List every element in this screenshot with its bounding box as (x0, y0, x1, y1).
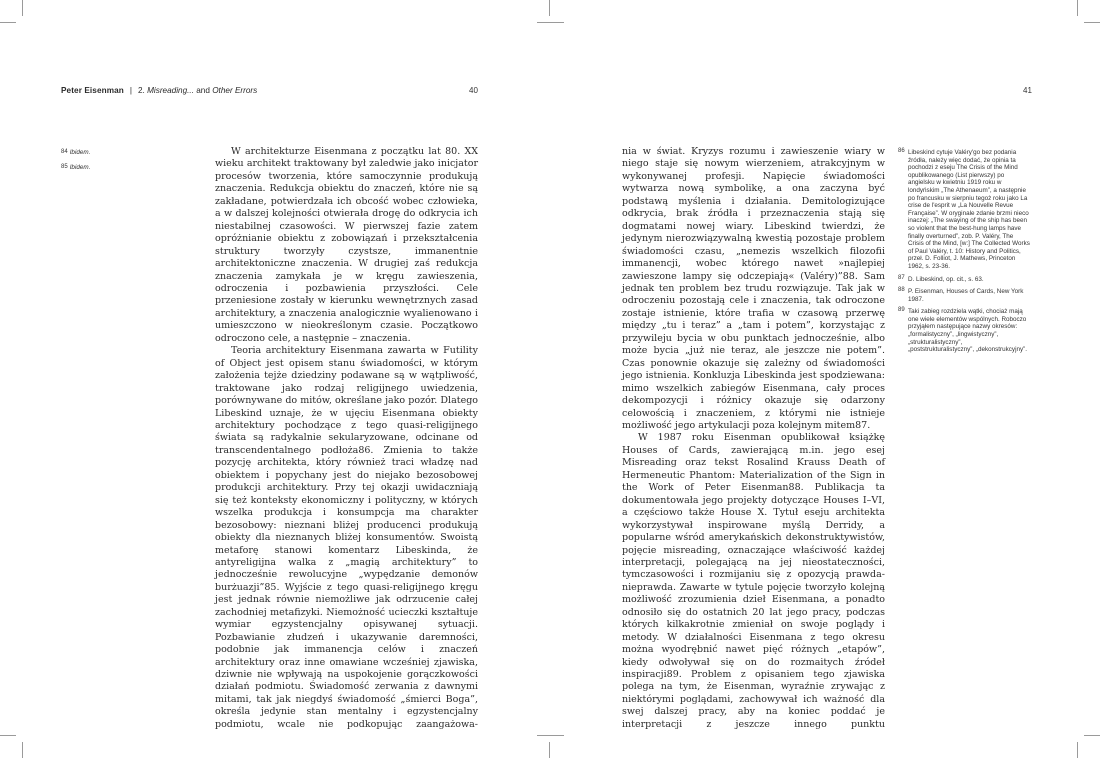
running-head-author: Peter Eisenman (61, 86, 124, 95)
running-head-chapter-italic: Misreading... (147, 86, 194, 95)
crop-mark (1084, 22, 1100, 23)
paragraph: W architekturze Eisenmana z początku lat 80. XX wieku architekt traktowany był zaledwie jako inicjator procesów tworzenia, które samoczynnie produkują znaczenia. Redukcja obiektu do znaczeń, które nie są zakładane, potwierdzała ich obcość wobec człowieka, a w dalszej kolejności otwierała drogę do odkrycia ich niestabilnej czasowości. W pierwszej fazie zatem opróżnianie obiektu z zobowiązań i przekształcenia struktury tworzyły czystsze, immanentnie architektoniczne znaczenia. W drugiej zaś redukcja znaczenia zamykała je w kręgu zawieszenia, odroczenia i pozbawienia przyszłości. Cele przeniesione zostały w kierunku wewnętrznych zasad architektury, a znaczenia analogicznie wyalienowano i umieszczono w nieokreślonym czasie. Początkowo odroczono cele, a następnie – znaczenia. (215, 146, 478, 344)
footnote (898, 308, 1030, 354)
right-body-column (622, 146, 885, 731)
right-footnotes (898, 149, 1030, 359)
footnote (898, 276, 1030, 284)
crop-mark (0, 735, 16, 736)
footnote-number: 84 (61, 149, 68, 155)
crop-mark (1084, 735, 1100, 736)
crop-mark (549, 0, 550, 16)
crop-mark (1077, 0, 1078, 16)
running-head (61, 86, 257, 95)
footnote (61, 149, 201, 157)
crop-mark (0, 22, 16, 23)
footnote-text: Ibidem. (69, 163, 91, 171)
paragraph: nia w świat. Kryzys rozumu i zawieszenie wiary w niego staje się nowym wierzeniem, atrakcyjnym w wykonywanej profesji. Napięcie świadomości wytwarza nową symbolikę, a ona zaczyna być podstawą myślenia i działania. Demitologizujące odkrycia, brak źródła i przeznaczenia stają się dogmatami nowej wiary. Libeskind twierdzi, że jedynym nierozwiązywalną kwestią pozostaje problem świadomości czasu, „nemezis wszelkich filozofii immanencji, wobec którego nawet »najlepiej zawieszone lampy się odczepiają« (Valéry)”88. Sam jednak ten problem bez trudu rozwiązuje. Tak jak w odroczeniu pozostają cele i znaczenia, tak odroczone zostaje istnienie, które trafia w czasową przerwę między „tu i teraz” a „tam i potem”, korzystając z przywileju bycia w obu punktach jednocześnie, albo może bycia „już nie teraz, ale jeszcze nie potem”. Czas ponownie okazuje się zależny od świadomości jego istnienia. Konkluzja Libeskinda jest spodziewana: mimo wszelkich zabiegów Eisenmana, cały proces dekompozycji i różnicy okazuje się odarzony celowością i znaczeniem, z którymi nie istnieje możliwość jego artykulacji poza kolejnym mitem87. (622, 146, 885, 431)
crop-mark (1077, 742, 1078, 758)
footnote-text: Ibidem. (69, 149, 91, 156)
footnote-number: 85 (61, 163, 68, 170)
running-head-chapter-number: 2. (137, 86, 148, 95)
footnote (61, 164, 201, 172)
footnote-number: 87 (898, 274, 905, 281)
running-head-chapter-mid: and (193, 86, 213, 95)
left-footnotes (61, 149, 201, 176)
footnote-text: Libeskind cytuje Valéry'go bez podania źródła, należy więc dodać, że opinia ta pochodzi z eseju The Crisis of the Mind opublikowanego (List pierwszy) po angielsku w kwietniu 1919 roku w londyńskim „The Athenaeum”, a następnie po francusku w sierpniu tegoż roku jako La crise de l'esprit w „La Nouvelle Revue Française”. W oryginale zdanie brzmi nieco inaczej: „The swaying of the ship has been so violent that the best-hung lamps have finally overturned”, zob. P. Valéry, The Crisis of the Mind, [w:] The Collected Works of Paul Valéry, t. 10: History and Politics, przeł. D. Folliot, J. Mathews, Princeton 1962, s. 23-36. (908, 149, 1030, 270)
footnote-number: 86 (898, 148, 905, 154)
page-number-left: 40 (469, 86, 478, 95)
page-number-right: 41 (1023, 86, 1032, 95)
paragraph: Teoria architektury Eisenmana zawarta w Futility of Object jest opisem stanu świadomości, w którym założenia tejże dziedziny podawane są w wątpliwość, traktowane jako rodzaj religijnego uwiedzenia, porównywane do mitów, określane jako pozór. Dlatego Libeskind uznaje, że w ujęciu Eisenmana obiekty architektury pochodzące z tego quasi-religijnego świata są radykalnie sekularyzowane, odcinane od transcendentalnego podłoża86. Zmienia to także pozycję architekta, który również traci władzę nad obiektem i popychany jest do niejako bezosobowej produkcji architektury. Przy tej okazji uwidaczniają się też konteksty ekonomiczny i polityczny, w których wszelka produkcja i konsumpcja ma charakter bezosobowy: nieznani bliżej producenci produkują obiekty dla nieznanych bliżej konsumentów. Swoistą metaforę stanowi komentarz Libeskinda, że antyreligijna walka z „magią architektury” to jednocześnie rewolucyjne „wypędzanie demonów burżuazji”85. Wyjście z tego quasi-religijnego kręgu jest jednak równie niemożliwe jak odrzucenie całej zachodniej metafizyki. Niemożność ucieczki kształtuje wymiar egzystencjalny opisywanej sytuacji. Pozbawianie złudzeń i ukazywanie daremności, podobnie jak immanencja celów i znaczeń architektury oraz inne omawiane wcześniej zjawiska, dziwnie nie wpływają na uspokojenie gorączkowości działań podmiotu. Świadomość zerwania z dawnymi mitami, tak jak niegdyś świadomość „śmierci Boga”, określa jedynie stan mentalny i egzystencjalny podmiotu, wcale nie podkopując zaangażowa- (215, 345, 478, 730)
footnote (898, 149, 1030, 271)
paragraph: W 1987 roku Eisenman opublikował książkę Houses of Cards, zawierającą m.in. jego esej Misreading oraz tekst Rosalind Krauss Death of Hermeneutic Phantom: Materialization of the Sign in the Work of Peter Eisenman88. Publikacja ta dokumentowała jego projekty dotyczące Houses I–VI, a częściowo także House X. Tytuł eseju architekta wykorzystywał inspirowane myślą Derridy, a popularne wśród amerykańskich dekonstruktywistów, pojęcie misreading, oznaczające właściwość każdej interpretacji, polegającą na jej nieostateczności, tymczasowości i rozmijaniu się z opozycją prawda-nieprawda. Zawarte w tytule pojęcie tworzyło kolejną możliwość zrozumienia dzieł Eisenmana, a ponadto odnosiło się do ostatnich 20 lat jego pracy, podczas których kilkakrotnie zmieniał on swoje poglądy i metody. W działalności Eisenmana z tego okresu można wyodrębnić nawet pięć różnych „etapów”, kiedy odwoływał się on do rozmaitych źródeł inspiracji89. Problem z opisaniem tego zjawiska polega na tym, że Eisenman, wyraźnie zrywając z niektórymi poglądami, zachowywał ich ważność dla swej dalszej pracy, aby na koniec poddać je interpretacji z jeszcze innego punktu (622, 432, 885, 730)
footnote-number: 89 (898, 307, 905, 314)
left-body-column (215, 146, 478, 731)
running-head-chapter-italic-2: Other Errors (212, 86, 258, 95)
running-head-separator: | (129, 86, 132, 95)
crop-mark (548, 22, 564, 23)
crop-mark (548, 735, 564, 736)
crop-mark (22, 742, 23, 758)
crop-mark (22, 0, 23, 16)
footnote-number: 88 (898, 287, 905, 294)
footnote-text: P. Eisenman, Houses of Cards, New York 1987. (908, 288, 1024, 303)
footnote-text: Taki zabieg rozdziela wątki, chociaż mają one wiele elementów wspólnych. Roboczo przyjąłem następujące nazwy okresów: „formalistyczny”, „lingwistyczny”, „strukturalistyczny”, „poststrukturalistyczny”, „dekonstrukcyjny”. (908, 308, 1027, 354)
crop-mark (549, 742, 550, 758)
footnote (898, 288, 1030, 303)
footnote-text: D. Libeskind, op. cit., s. 63. (908, 275, 984, 283)
